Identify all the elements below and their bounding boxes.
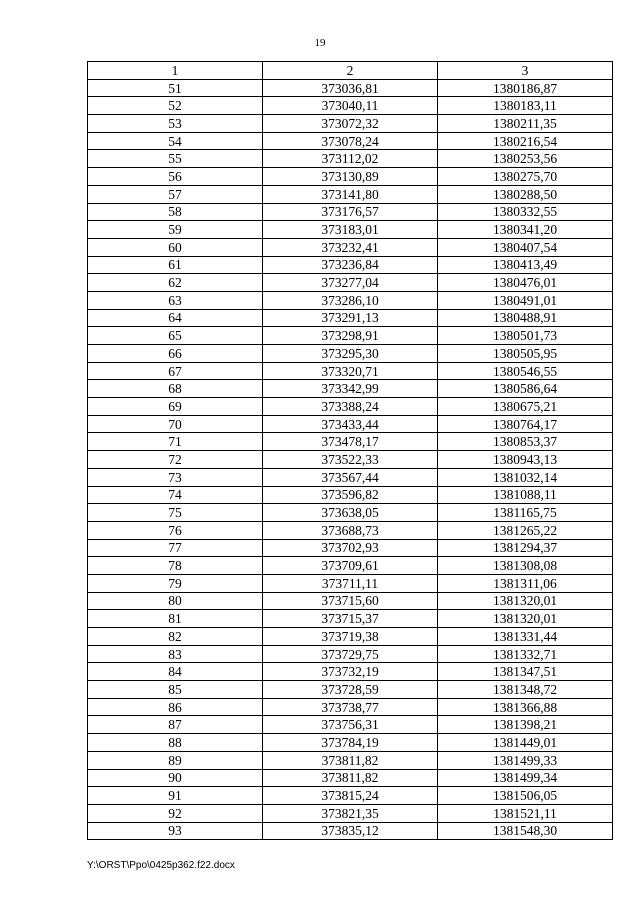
y-coordinate-cell: 1380546,55	[438, 362, 613, 380]
point-number-cell: 76	[88, 521, 263, 539]
table-row	[88, 362, 613, 380]
table-row	[88, 291, 613, 309]
y-coordinate-cell: 1380501,73	[438, 327, 613, 345]
table-row	[88, 185, 613, 203]
point-number-cell: 78	[88, 557, 263, 575]
x-coordinate-cell: 373522,33	[263, 451, 438, 469]
point-number-cell: 64	[88, 309, 263, 327]
x-coordinate-cell: 373286,10	[263, 291, 438, 309]
table-row	[88, 804, 613, 822]
x-coordinate-cell: 373277,04	[263, 274, 438, 292]
point-number-cell: 90	[88, 769, 263, 787]
x-coordinate-cell: 373596,82	[263, 486, 438, 504]
table-row	[88, 521, 613, 539]
x-coordinate-cell: 373433,44	[263, 415, 438, 433]
table-row	[88, 628, 613, 646]
table-row	[88, 610, 613, 628]
point-number-cell: 60	[88, 238, 263, 256]
column-header: 3	[438, 62, 613, 80]
x-coordinate-cell: 373815,24	[263, 787, 438, 805]
point-number-cell: 52	[88, 97, 263, 115]
table-row	[88, 486, 613, 504]
y-coordinate-cell: 1381366,88	[438, 698, 613, 716]
table-row	[88, 238, 613, 256]
x-coordinate-cell: 373732,19	[263, 663, 438, 681]
point-number-cell: 89	[88, 751, 263, 769]
x-coordinate-cell: 373811,82	[263, 769, 438, 787]
x-coordinate-cell: 373715,37	[263, 610, 438, 628]
table-row	[88, 751, 613, 769]
table-row	[88, 203, 613, 221]
point-number-cell: 87	[88, 716, 263, 734]
point-number-cell: 55	[88, 150, 263, 168]
y-coordinate-cell: 1380488,91	[438, 309, 613, 327]
point-number-cell: 51	[88, 79, 263, 97]
table-row	[88, 592, 613, 610]
point-number-cell: 61	[88, 256, 263, 274]
point-number-cell: 86	[88, 698, 263, 716]
table-row	[88, 79, 613, 97]
y-coordinate-cell: 1380476,01	[438, 274, 613, 292]
table-row	[88, 645, 613, 663]
table-row	[88, 681, 613, 699]
point-number-cell: 75	[88, 504, 263, 522]
table-row	[88, 787, 613, 805]
x-coordinate-cell: 373478,17	[263, 433, 438, 451]
x-coordinate-cell: 373130,89	[263, 168, 438, 186]
y-coordinate-cell: 1381548,30	[438, 822, 613, 840]
y-coordinate-cell: 1381449,01	[438, 734, 613, 752]
table-body	[88, 79, 613, 840]
point-number-cell: 69	[88, 398, 263, 416]
coordinates-table	[87, 61, 613, 840]
point-number-cell: 91	[88, 787, 263, 805]
x-coordinate-cell: 373295,30	[263, 345, 438, 363]
y-coordinate-cell: 1380675,21	[438, 398, 613, 416]
x-coordinate-cell: 373728,59	[263, 681, 438, 699]
table-row	[88, 433, 613, 451]
point-number-cell: 79	[88, 574, 263, 592]
point-number-cell: 57	[88, 185, 263, 203]
x-coordinate-cell: 373232,41	[263, 238, 438, 256]
table-row	[88, 168, 613, 186]
x-coordinate-cell: 373811,82	[263, 751, 438, 769]
y-coordinate-cell: 1381165,75	[438, 504, 613, 522]
y-coordinate-cell: 1381521,11	[438, 804, 613, 822]
table-row	[88, 539, 613, 557]
y-coordinate-cell: 1380332,55	[438, 203, 613, 221]
table-row	[88, 327, 613, 345]
point-number-cell: 73	[88, 468, 263, 486]
table-row	[88, 221, 613, 239]
point-number-cell: 92	[88, 804, 263, 822]
y-coordinate-cell: 1381294,37	[438, 539, 613, 557]
y-coordinate-cell: 1380505,95	[438, 345, 613, 363]
y-coordinate-cell: 1381088,11	[438, 486, 613, 504]
y-coordinate-cell: 1381265,22	[438, 521, 613, 539]
column-header: 2	[263, 62, 438, 80]
x-coordinate-cell: 373638,05	[263, 504, 438, 522]
table-row	[88, 97, 613, 115]
x-coordinate-cell: 373291,13	[263, 309, 438, 327]
y-coordinate-cell: 1381398,21	[438, 716, 613, 734]
point-number-cell: 58	[88, 203, 263, 221]
x-coordinate-cell: 373729,75	[263, 645, 438, 663]
y-coordinate-cell: 1381308,08	[438, 557, 613, 575]
point-number-cell: 77	[88, 539, 263, 557]
x-coordinate-cell: 373738,77	[263, 698, 438, 716]
x-coordinate-cell: 373176,57	[263, 203, 438, 221]
point-number-cell: 72	[88, 451, 263, 469]
point-number-cell: 93	[88, 822, 263, 840]
x-coordinate-cell: 373072,32	[263, 115, 438, 133]
table-row	[88, 398, 613, 416]
point-number-cell: 56	[88, 168, 263, 186]
table-row	[88, 309, 613, 327]
table-row	[88, 557, 613, 575]
point-number-cell: 68	[88, 380, 263, 398]
x-coordinate-cell: 373078,24	[263, 132, 438, 150]
x-coordinate-cell: 373388,24	[263, 398, 438, 416]
y-coordinate-cell: 1380413,49	[438, 256, 613, 274]
file-path-footer: Y:\ORST\Ppo\0425p362.f22.docx	[87, 860, 235, 871]
x-coordinate-cell: 373320,71	[263, 362, 438, 380]
x-coordinate-cell: 373709,61	[263, 557, 438, 575]
table-row	[88, 734, 613, 752]
table-row	[88, 769, 613, 787]
point-number-cell: 62	[88, 274, 263, 292]
y-coordinate-cell: 1381332,71	[438, 645, 613, 663]
y-coordinate-cell: 1380407,54	[438, 238, 613, 256]
x-coordinate-cell: 373835,12	[263, 822, 438, 840]
table-row	[88, 345, 613, 363]
point-number-cell: 88	[88, 734, 263, 752]
table-header-row	[88, 62, 613, 80]
point-number-cell: 53	[88, 115, 263, 133]
x-coordinate-cell: 373784,19	[263, 734, 438, 752]
x-coordinate-cell: 373036,81	[263, 79, 438, 97]
point-number-cell: 82	[88, 628, 263, 646]
point-number-cell: 63	[88, 291, 263, 309]
x-coordinate-cell: 373821,35	[263, 804, 438, 822]
y-coordinate-cell: 1380186,87	[438, 79, 613, 97]
table-row	[88, 132, 613, 150]
table-row	[88, 274, 613, 292]
x-coordinate-cell: 373342,99	[263, 380, 438, 398]
table-row	[88, 504, 613, 522]
x-coordinate-cell: 373112,02	[263, 150, 438, 168]
column-header: 1	[88, 62, 263, 80]
y-coordinate-cell: 1380216,54	[438, 132, 613, 150]
y-coordinate-cell: 1380341,20	[438, 221, 613, 239]
y-coordinate-cell: 1381320,01	[438, 592, 613, 610]
table-row	[88, 451, 613, 469]
table-row	[88, 663, 613, 681]
x-coordinate-cell: 373040,11	[263, 97, 438, 115]
point-number-cell: 84	[88, 663, 263, 681]
y-coordinate-cell: 1380586,64	[438, 380, 613, 398]
x-coordinate-cell: 373236,84	[263, 256, 438, 274]
x-coordinate-cell: 373141,80	[263, 185, 438, 203]
y-coordinate-cell: 1380253,56	[438, 150, 613, 168]
table-row	[88, 415, 613, 433]
table-row	[88, 698, 613, 716]
y-coordinate-cell: 1380183,11	[438, 97, 613, 115]
y-coordinate-cell: 1381320,01	[438, 610, 613, 628]
page-number: 19	[314, 37, 326, 49]
y-coordinate-cell: 1381311,06	[438, 574, 613, 592]
point-number-cell: 59	[88, 221, 263, 239]
x-coordinate-cell: 373715,60	[263, 592, 438, 610]
x-coordinate-cell: 373711,11	[263, 574, 438, 592]
table-row	[88, 468, 613, 486]
point-number-cell: 85	[88, 681, 263, 699]
point-number-cell: 83	[88, 645, 263, 663]
y-coordinate-cell: 1380288,50	[438, 185, 613, 203]
point-number-cell: 66	[88, 345, 263, 363]
y-coordinate-cell: 1381331,44	[438, 628, 613, 646]
point-number-cell: 81	[88, 610, 263, 628]
y-coordinate-cell: 1380275,70	[438, 168, 613, 186]
point-number-cell: 71	[88, 433, 263, 451]
y-coordinate-cell: 1381499,34	[438, 769, 613, 787]
y-coordinate-cell: 1380764,17	[438, 415, 613, 433]
y-coordinate-cell: 1380853,37	[438, 433, 613, 451]
y-coordinate-cell: 1381347,51	[438, 663, 613, 681]
point-number-cell: 70	[88, 415, 263, 433]
point-number-cell: 74	[88, 486, 263, 504]
point-number-cell: 54	[88, 132, 263, 150]
y-coordinate-cell: 1381032,14	[438, 468, 613, 486]
y-coordinate-cell: 1381499,33	[438, 751, 613, 769]
y-coordinate-cell: 1380943,13	[438, 451, 613, 469]
x-coordinate-cell: 373183,01	[263, 221, 438, 239]
table-row	[88, 150, 613, 168]
y-coordinate-cell: 1380211,35	[438, 115, 613, 133]
y-coordinate-cell: 1381348,72	[438, 681, 613, 699]
point-number-cell: 67	[88, 362, 263, 380]
x-coordinate-cell: 373702,93	[263, 539, 438, 557]
table-row	[88, 574, 613, 592]
x-coordinate-cell: 373688,73	[263, 521, 438, 539]
table-row	[88, 822, 613, 840]
x-coordinate-cell: 373719,38	[263, 628, 438, 646]
table-row	[88, 716, 613, 734]
table-row	[88, 256, 613, 274]
point-number-cell: 65	[88, 327, 263, 345]
table-row	[88, 115, 613, 133]
x-coordinate-cell: 373298,91	[263, 327, 438, 345]
y-coordinate-cell: 1381506,05	[438, 787, 613, 805]
y-coordinate-cell: 1380491,01	[438, 291, 613, 309]
table-row	[88, 380, 613, 398]
point-number-cell: 80	[88, 592, 263, 610]
x-coordinate-cell: 373756,31	[263, 716, 438, 734]
x-coordinate-cell: 373567,44	[263, 468, 438, 486]
